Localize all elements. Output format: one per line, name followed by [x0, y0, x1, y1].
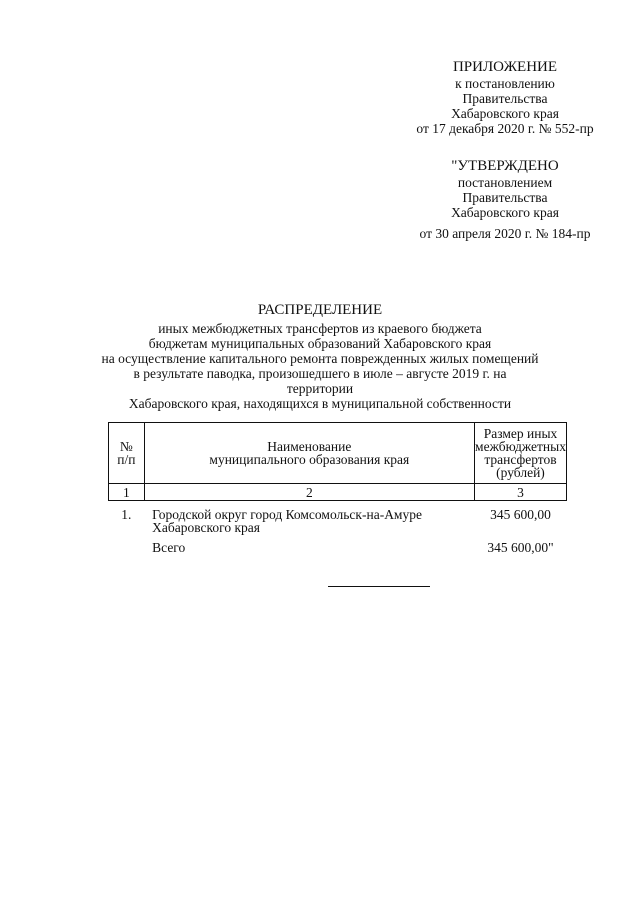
- end-divider: [328, 586, 430, 587]
- table-header-row: [109, 423, 567, 484]
- total-number: [109, 534, 145, 554]
- row-amount: 345 600,00: [490, 507, 551, 522]
- approved-line: от 30 апреля 2020 г. № 184-пр: [419, 226, 591, 241]
- approved-title: "УТВЕРЖДЕНО: [451, 158, 559, 174]
- approved-line: Хабаровского края: [451, 205, 559, 220]
- column-number-row: [109, 484, 567, 501]
- header-number-symbol: №: [119, 439, 133, 454]
- row-name-line: Хабаровского края: [152, 520, 261, 535]
- heading-line: в результате паводка, произошедшего в июле – августе 2019 г. на территории: [133, 366, 507, 396]
- header-amount-line: (рублей): [496, 465, 545, 480]
- approval-line: Хабаровского края: [451, 106, 559, 121]
- column-number: 2: [144, 484, 474, 501]
- table-row: [109, 501, 567, 535]
- header-amount-line: Размер иных: [483, 426, 558, 441]
- heading-line: иных межбюджетных трансфертов из краевого бюджета: [158, 321, 482, 336]
- approval-line: к постановлению: [455, 76, 555, 91]
- header-number-label: п/п: [117, 452, 136, 467]
- heading-line: на осуществление капитального ремонта поврежденных жилых помещений: [101, 351, 539, 366]
- header-amount-line: трансфертов: [484, 452, 557, 467]
- column-number: 3: [474, 484, 566, 501]
- column-number: 1: [109, 484, 145, 501]
- header-name-line: Наименование: [267, 439, 352, 454]
- approval-line: Правительства: [462, 91, 548, 106]
- row-name: [144, 501, 474, 535]
- total-row: [109, 534, 567, 554]
- approved-line: постановлением: [457, 175, 553, 190]
- approved-block: [390, 157, 620, 241]
- total-label: Всего: [152, 540, 186, 555]
- approval-block: [390, 58, 620, 136]
- row-number: 1.: [121, 507, 132, 522]
- header-amount: [474, 423, 566, 484]
- row-name-line: Городской округ город Комсомольск-на-Амуре: [152, 507, 422, 522]
- approval-title: ПРИЛОЖЕНИЕ: [452, 59, 558, 75]
- header-name: [144, 423, 474, 484]
- header-number: [109, 423, 145, 484]
- approved-line: Правительства: [462, 190, 548, 205]
- document-title: РАСПРЕДЕЛЕНИЕ: [257, 302, 383, 318]
- total-amount: 345 600,00": [487, 540, 554, 555]
- distribution-table: [108, 422, 567, 554]
- approval-line: от 17 декабря 2020 г. № 552-пр: [416, 121, 594, 136]
- heading-line: Хабаровского края, находящихся в муниципальной собственности: [128, 396, 512, 411]
- header-name-line: муниципального образования края: [209, 452, 410, 467]
- heading-line: бюджетам муниципальных образований Хабаровского края: [148, 336, 492, 351]
- header-amount-line: межбюджетных: [475, 439, 566, 454]
- document-heading: [100, 301, 540, 411]
